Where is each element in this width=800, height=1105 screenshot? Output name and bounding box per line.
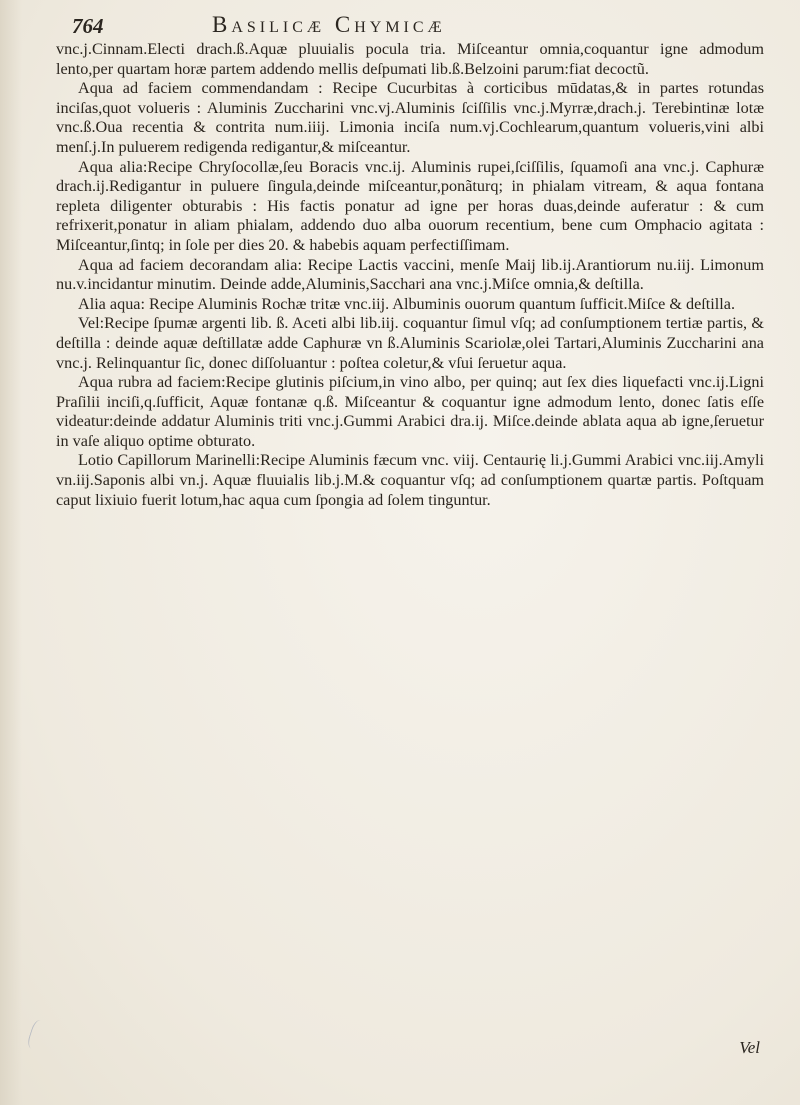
running-title: Basilicæ Chymicæ xyxy=(212,12,446,37)
paragraph: Aqua ad faciem commendandam : Recipe Cucurbitas à corticibus mūdatas,& in partes rotundas inciſas,quot volueris : Aluminis Zuccharini vnc.vj.Aluminis ſciſſilis vnc.j.Myrræ,drach.j. Terebintinæ lotæ vnc.ß.Oua recentia & contrita num.iiij. Limonia inciſa num.vj.Cochlearum,quantum volueris,vini albi menſ.j.In puluerem redigenda redigantur,& miſceantur. xyxy=(56,79,764,156)
catchword: Vel xyxy=(739,1038,760,1057)
paragraph: Aqua rubra ad faciem:Recipe glutinis piſcium,in vino albo, per quinq; aut ſex dies liquefacti vnc.ij.Ligni Praſilii inciſi,q.ſufficit, Aquæ fontanæ q.ß. Miſceantur & coquantur igne admodum lento, donec ſatis eſſe videatur:deinde addatur Aluminis triti vnc.j.Gummi Arabici dra.ij. Miſce.deinde ablata aqua ab igne,ſeruetur in vaſe aliquo optime obturato. xyxy=(56,373,764,450)
page-number: 764 xyxy=(72,14,104,38)
paragraph: Vel:Recipe ſpumæ argenti lib. ß. Aceti albi lib.iij. coquantur ſimul vſq; ad conſumptionem tertiæ partis, & deſtilla : deinde aquæ deſtillatæ adde Caphuræ vn ß.Aluminis Scariolæ,olei Tartari,Aluminis Zuccharini ana vnc.j. Relinquantur ſic, donec diſſoluantur : poſtea coletur,& vſui ſeruetur aqua. xyxy=(56,314,764,372)
page-header xyxy=(72,12,772,42)
ink-smudge-mark xyxy=(26,1018,50,1051)
paragraph: Aqua alia:Recipe Chryſocollæ,ſeu Boracis vnc.ij. Aluminis rupei,ſciſſilis, ſquamoſi ana vnc.j. Caphuræ drach.ij.Redigantur in puluere ſingula,deinde miſceantur,ponãturq; in phialam vitream, & aqua fontana repleta diligenter obturabis : His factis ponatur ad igne per horas duas,deinde auferatur : & cum refrixerit,ponatur in aliam phialam, addendo duo alba ouorum recentium, bene cum Omphacio agitata : Miſceantur,ſintq; in ſole per dies 20. & habebis aquam perfectiſſimam. xyxy=(56,157,764,254)
page-gutter-shadow xyxy=(0,0,22,1105)
paragraph: Lotio Capillorum Marinelli:Recipe Aluminis fæcum vnc. viij. Centaurię li.j.Gummi Arabici vnc.iij.Amyli vn.iij.Saponis albi vn.j. Aquæ fluuialis lib.j.M.& coquantur vſq; ad conſumptionem quartæ partis. Poſtquam caput lixiuio fuerit lotum,hac aqua cum ſpongia ad ſolem tinguntur. xyxy=(56,451,764,509)
paragraph: Aqua ad faciem decorandam alia: Recipe Lactis vaccini, menſe Maij lib.ij.Arantiorum nu.iij. Limonum nu.v.incidantur minutim. Deinde adde,Aluminis,Sacchari ana vnc.j.Miſce omnia,& deſtilla. xyxy=(56,255,764,294)
paragraph: Alia aqua: Recipe Aluminis Rochæ tritæ vnc.iij. Albuminis ouorum quantum ſufficit.Miſce & deſtilla. xyxy=(78,294,736,313)
paragraph: vnc.j.Cinnam.Electi drach.ß.Aquæ pluuialis pocula tria. Miſceantur omnia,coquantur igne admodum lento,per quartam horæ partem addendo mellis deſpumati lib.ß.Belzoini parum:fiat decoctũ. xyxy=(56,40,764,78)
body-text xyxy=(56,40,764,510)
